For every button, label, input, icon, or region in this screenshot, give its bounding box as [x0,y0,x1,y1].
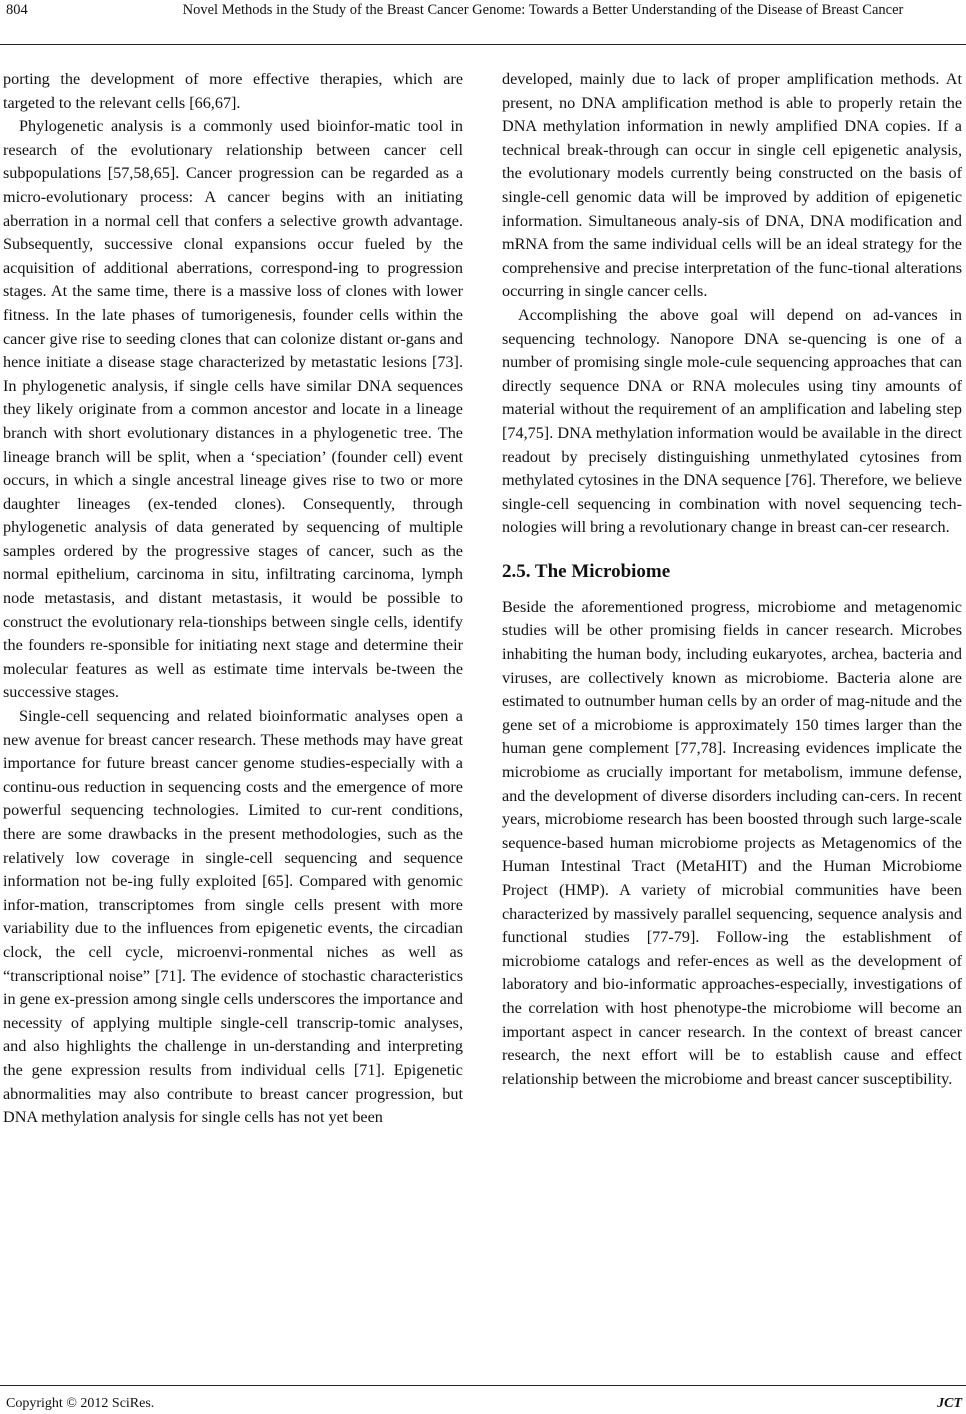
left-column [3,68,463,1130]
header-rule [0,44,966,45]
paragraph-amplification-methods: developed, mainly due to lack of proper amplification methods. At present, no DNA amplification method is able to properly retain the DNA methylation information in newly amplified DNA copies. If a technical break-through can occur in single cell epigenetic analysis, the evolutionary models currently being constructed on the basis of single-cell genomic data will be improved by addition of epigenetic information. Simultaneous analy-sis of DNA, DNA modification and mRNA from the same individual cells will be an ideal strategy for the comprehensive and precise interpretation of the func-tional alterations occurring in single cancer cells. [502,70,962,301]
section-heading-microbiome: 2.5. The Microbiome [502,560,671,582]
running-title: Novel Methods in the Study of the Breast Cancer Genome: Towards a Better Understanding of the Disease of Breast Cancer [182,2,904,18]
right-column [502,68,962,1091]
page-header [0,0,966,46]
journal-abbreviation: JCT [937,1396,962,1411]
paragraph-continuation: porting the development of more effective therapies, which are targeted to the relevant cells [66,67]. [3,70,463,112]
paragraph-microbiome: Beside the aforementioned progress, microbiome and metagenomic studies will be other promising fields in cancer research. Microbes inhabiting the human body, including eukaryotes, archea, bacteria and viruses, are collectively known as microbiome. Bacteria alone are estimated to outnumber human cells by an order of mag-nitude and the gene set of a microbiome is approximately 150 times larger than the human gene complement [77,78]. Increasing evidences implicate the microbiome as crucially important for metabolism, immune defense, and the development of diverse disorders including can-cers. In recent years, microbiome research has been boosted through such large-scale sequence-based human microbiome projects as Metagenomics of the Human Intestinal Tract (MetaHIT) and the Human Microbiome Project (HMP). A variety of microbial communities have been characterized by massively parallel sequencing, sequence analysis and functional studies [77-79]. Follow-ing the establishment of microbiome catalogs and refer-ences as well as the development of laboratory and bio-informatic approaches-especially, investigations of the correlation with host phenotype-the microbiome will become an important aspect in cancer research. In the context of breast cancer research, the next effort will be to establish cause and effect relationship between the microbiome and breast cancer susceptibility. [502,597,962,1088]
page-number: 804 [6,2,28,18]
footer-rule [0,1385,966,1386]
paragraph-sequencing-technology: Accomplishing the above goal will depend on ad-vances in sequencing technology. Nanopore DNA se-quencing is one of a number of promising single mole-cule sequencing approaches that can directly sequence DNA or RNA molecules using tiny amounts of material without the requirement of an amplification and labeling step [74,75]. DNA methylation information would be available in the direct readout by precisely distinguishing unmethylated cytosines from methylated cytosines in the DNA sequence [76]. Therefore, we believe single-cell sequencing in combination with novel sequencing tech-nologies will bring a revolutionary change in breast can-cer research. [502,305,962,537]
copyright-notice: Copyright © 2012 SciRes. [6,1396,155,1411]
page-footer [0,1385,966,1414]
paragraph-single-cell-sequencing: Single-cell sequencing and related bioinformatic analyses open a new avenue for breast cancer research. These methods may have great importance for future breast cancer genome studies-especially with a continu-ous reduction in sequencing costs and the emergence of more powerful sequencing technologies. Limited to cur-rent conditions, there are some drawbacks in the present methodologies, such as the relatively low coverage in single-cell sequencing and sequence information not be-ing fully exploited [65]. Compared with genomic infor-mation, transcriptomes from single cells present with more variability due to the influences from epigenetic events, the circadian clock, the cell cycle, microenvi-ronmental niches as well as “transcriptional noise” [71]. The evidence of stochastic characteristics in gene ex-pression among single cells underscores the importance and necessity of applying multiple single-cell transcrip-tomic analyses, and also highlights the challenge in un-derstanding and interpreting the gene expression results from individual cells [71]. Epigenetic abnormalities may also contribute to breast cancer progression, but DNA methylation analysis for single cells has not yet been [3,707,463,1127]
paragraph-phylogenetic-analysis: Phylogenetic analysis is a commonly used bioinfor-matic tool in research of the evolutionary relationship between cancer cell subpopulations [57,58,65]. Cancer progression can be regarded as a micro-evolutionary process: A cancer begins with an initiating aberration in a normal cell that confers a selective growth advantage. Subsequently, successive clonal expansions occur fueled by the acquisition of additional aberrations, correspond-ing to progression stages. At the same time, there is a massive loss of clones with lower fitness. In the late phases of tumorigenesis, founder cells within the cancer give rise to seeding clones that can colonize distant or-gans and hence initiate a disease stage characterized by metastatic lesions [73]. In phylogenetic analysis, if single cells have similar DNA sequences they likely originate from a common ancestor and locate in a lineage branch with short evolutionary distances in a phylogenetic tree. The lineage branch will be split, when a ‘speciation’ (founder cell) event occurs, in which a single ancestral lineage gives rise to two or more daughter lineages (ex-tended clones). Consequently, through phylogenetic analysis of data generated by sequencing of multiple samples ordered by the progressive stages of cancer, such as the normal epithelium, carcinoma in situ, infiltrating carcinoma, lymph node metastasis, and distant metastasis, it would be possible to construct the evolutionary rela-tionships between single cells, identify the founders re-sponsible for initiating next stage and determine their molecular features as well as estimate time intervals be-tween the successive stages. [3,117,463,702]
